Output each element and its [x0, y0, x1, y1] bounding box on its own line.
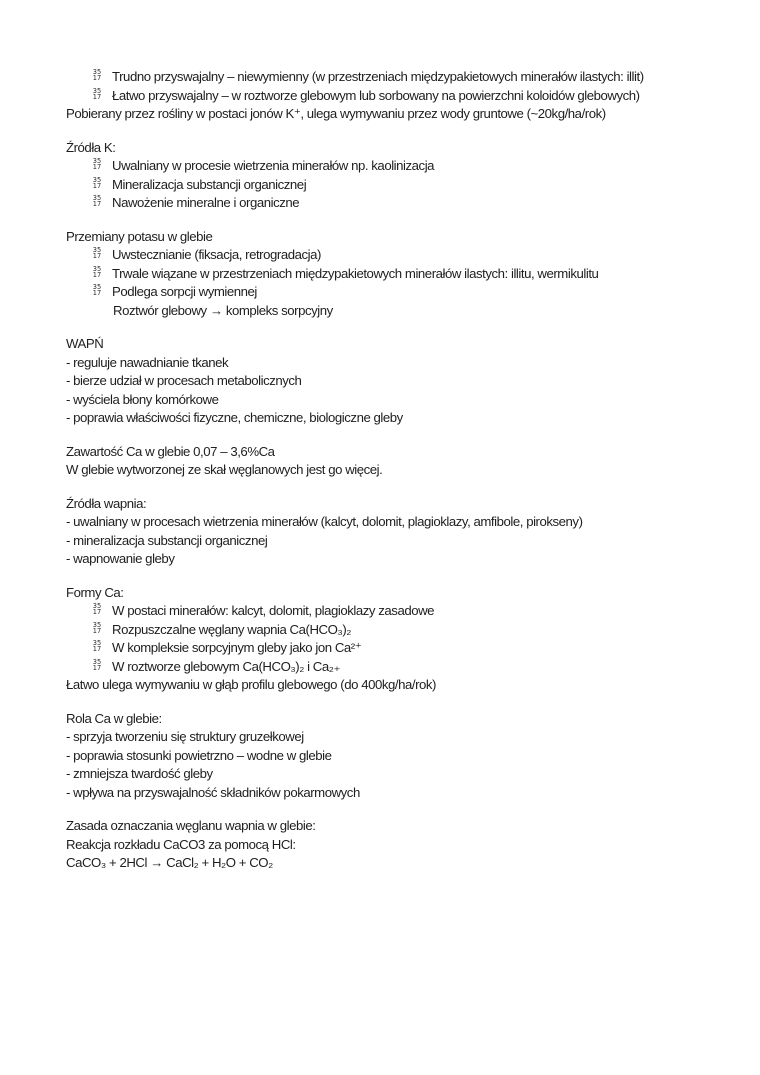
indented-text-line: Roztwór glebowy → kompleks sorpcyjny [113, 302, 333, 318]
text-line: WAPŃ [66, 336, 104, 351]
missing-glyph-bullet-icon: 35 17 [92, 620, 102, 635]
bullet-list-item [66, 265, 736, 284]
bullet-list-item [66, 87, 736, 106]
bullet-list-item [66, 246, 736, 265]
missing-glyph-bullet-icon: 35 17 [92, 639, 102, 654]
bullet-list-item [66, 658, 736, 677]
missing-glyph-bullet-icon: 35 17 [92, 86, 102, 101]
text-line: - poprawia właściwości fizyczne, chemiczne, biologiczne gleby [66, 410, 403, 425]
bullet-item-text: Łatwo przyswajalny – w roztworze glebowym lub sorbowany na powierzchni koloidów glebowych) [112, 87, 640, 103]
blank-line [66, 802, 736, 817]
text-line: Rola Ca w glebie: [66, 710, 162, 726]
bullet-item-text: Rozpuszczalne węglany wapnia Ca(HCO₃)₂ [112, 621, 351, 637]
missing-glyph-bullet-icon: 35 17 [92, 246, 102, 261]
missing-glyph-bullet-icon: 35 17 [92, 157, 102, 172]
bullet-list-item [66, 621, 736, 640]
blank-line [66, 320, 736, 335]
blank-line [66, 428, 736, 443]
text-line: Zasada oznaczania węglanu wapnia w glebie: [66, 818, 316, 833]
text-line: - reguluje nawadnianie tkanek [66, 354, 229, 370]
bullet-list-item [66, 157, 736, 176]
blank-line [66, 124, 736, 139]
bullet-list-item [66, 602, 736, 621]
blank-line [66, 695, 736, 710]
missing-glyph-bullet-icon: 35 17 [92, 264, 102, 279]
text-line: - mineralizacja substancji organicznej [66, 532, 268, 548]
bullet-item-text: Trwale wiązane w przestrzeniach międzypakietowych minerałów ilastych: illitu, wermikulitu [112, 265, 599, 281]
bullet-item-text: Trudno przyswajalny – niewymienny (w przestrzeniach międzypakietowych minerałów ilastych: illit) [112, 69, 644, 84]
text-line: - zmniejsza twardość gleby [66, 766, 213, 781]
bullet-list-item [66, 176, 736, 195]
bullet-item-text: Uwalniany w procesie wietrzenia minerałów np. kaolinizacja [112, 158, 435, 173]
bullet-item-text: W postaci minerałów: kalcyt, dolomit, plagioklazy zasadowe [112, 603, 435, 618]
missing-glyph-bullet-icon: 35 17 [92, 68, 102, 83]
text-line: Przemiany potasu w glebie [66, 228, 213, 244]
missing-glyph-bullet-icon: 35 17 [92, 283, 102, 298]
text-line: Źródła wapnia: [66, 495, 147, 511]
bullet-item-text: Mineralizacja substancji organicznej [112, 176, 307, 192]
text-line: Formy Ca: [66, 584, 124, 600]
bullet-item-text: Nawożenie mineralne i organiczne [112, 195, 300, 210]
text-line: Łatwo ulega wymywaniu w głąb profilu glebowego (do 400kg/ha/rok) [66, 677, 436, 692]
text-line: - wapnowanie gleby [66, 551, 175, 566]
bullet-item-text: W kompleksie sorpcyjnym gleby jako jon Ca²⁺ [112, 640, 362, 655]
text-line: - uwalniany w procesach wietrzenia minerałów (kalcyt, dolomit, plagioklazy, amfibole, pirokseny) [66, 514, 583, 529]
text-line: - wpływa na przyswajalność składników pokarmowych [66, 784, 360, 800]
bullet-item-text: Uwstecznianie (fiksacja, retrogradacja) [112, 247, 321, 262]
missing-glyph-bullet-icon: 35 17 [92, 602, 102, 617]
blank-line [66, 213, 736, 228]
blank-line [66, 569, 736, 584]
text-line: Zawartość Ca w glebie 0,07 – 3,6%Ca [66, 443, 275, 459]
bullet-list-item [66, 194, 736, 213]
text-line: W glebie wytworzonej ze skał węglanowych jest go więcej. [66, 462, 383, 477]
missing-glyph-bullet-icon: 35 17 [92, 657, 102, 672]
text-line: - sprzyja tworzeniu się struktury gruzełkowej [66, 729, 304, 744]
text-line: - poprawia stosunki powietrzno – wodne w glebie [66, 747, 332, 763]
bullet-list-item [66, 68, 736, 87]
bullet-item-text: W roztworze glebowym Ca(HCO₃)₂ i Ca₂₊ [112, 658, 340, 674]
text-line: - wyściela błony komórkowe [66, 391, 219, 407]
text-line: Reakcja rozkładu CaCO3 za pomocą HCl: [66, 836, 296, 852]
document-content [66, 68, 736, 873]
text-line: Pobierany przez rośliny w postaci jonów K⁺, ulega wymywaniu przez wody gruntowe (~20kg/ha/rok) [66, 106, 606, 121]
text-line: CaCO₃ + 2HCl → CaCl₂ + H₂O + CO₂ [66, 855, 273, 870]
bullet-list-item [66, 639, 736, 658]
text-line: - bierze udział w procesach metabolicznych [66, 373, 302, 388]
bullet-item-text: Podlega sorpcji wymiennej [112, 284, 257, 299]
text-line: Źródła K: [66, 139, 116, 155]
bullet-list-item [66, 283, 736, 302]
missing-glyph-bullet-icon: 35 17 [92, 194, 102, 209]
missing-glyph-bullet-icon: 35 17 [92, 175, 102, 190]
blank-line [66, 480, 736, 495]
